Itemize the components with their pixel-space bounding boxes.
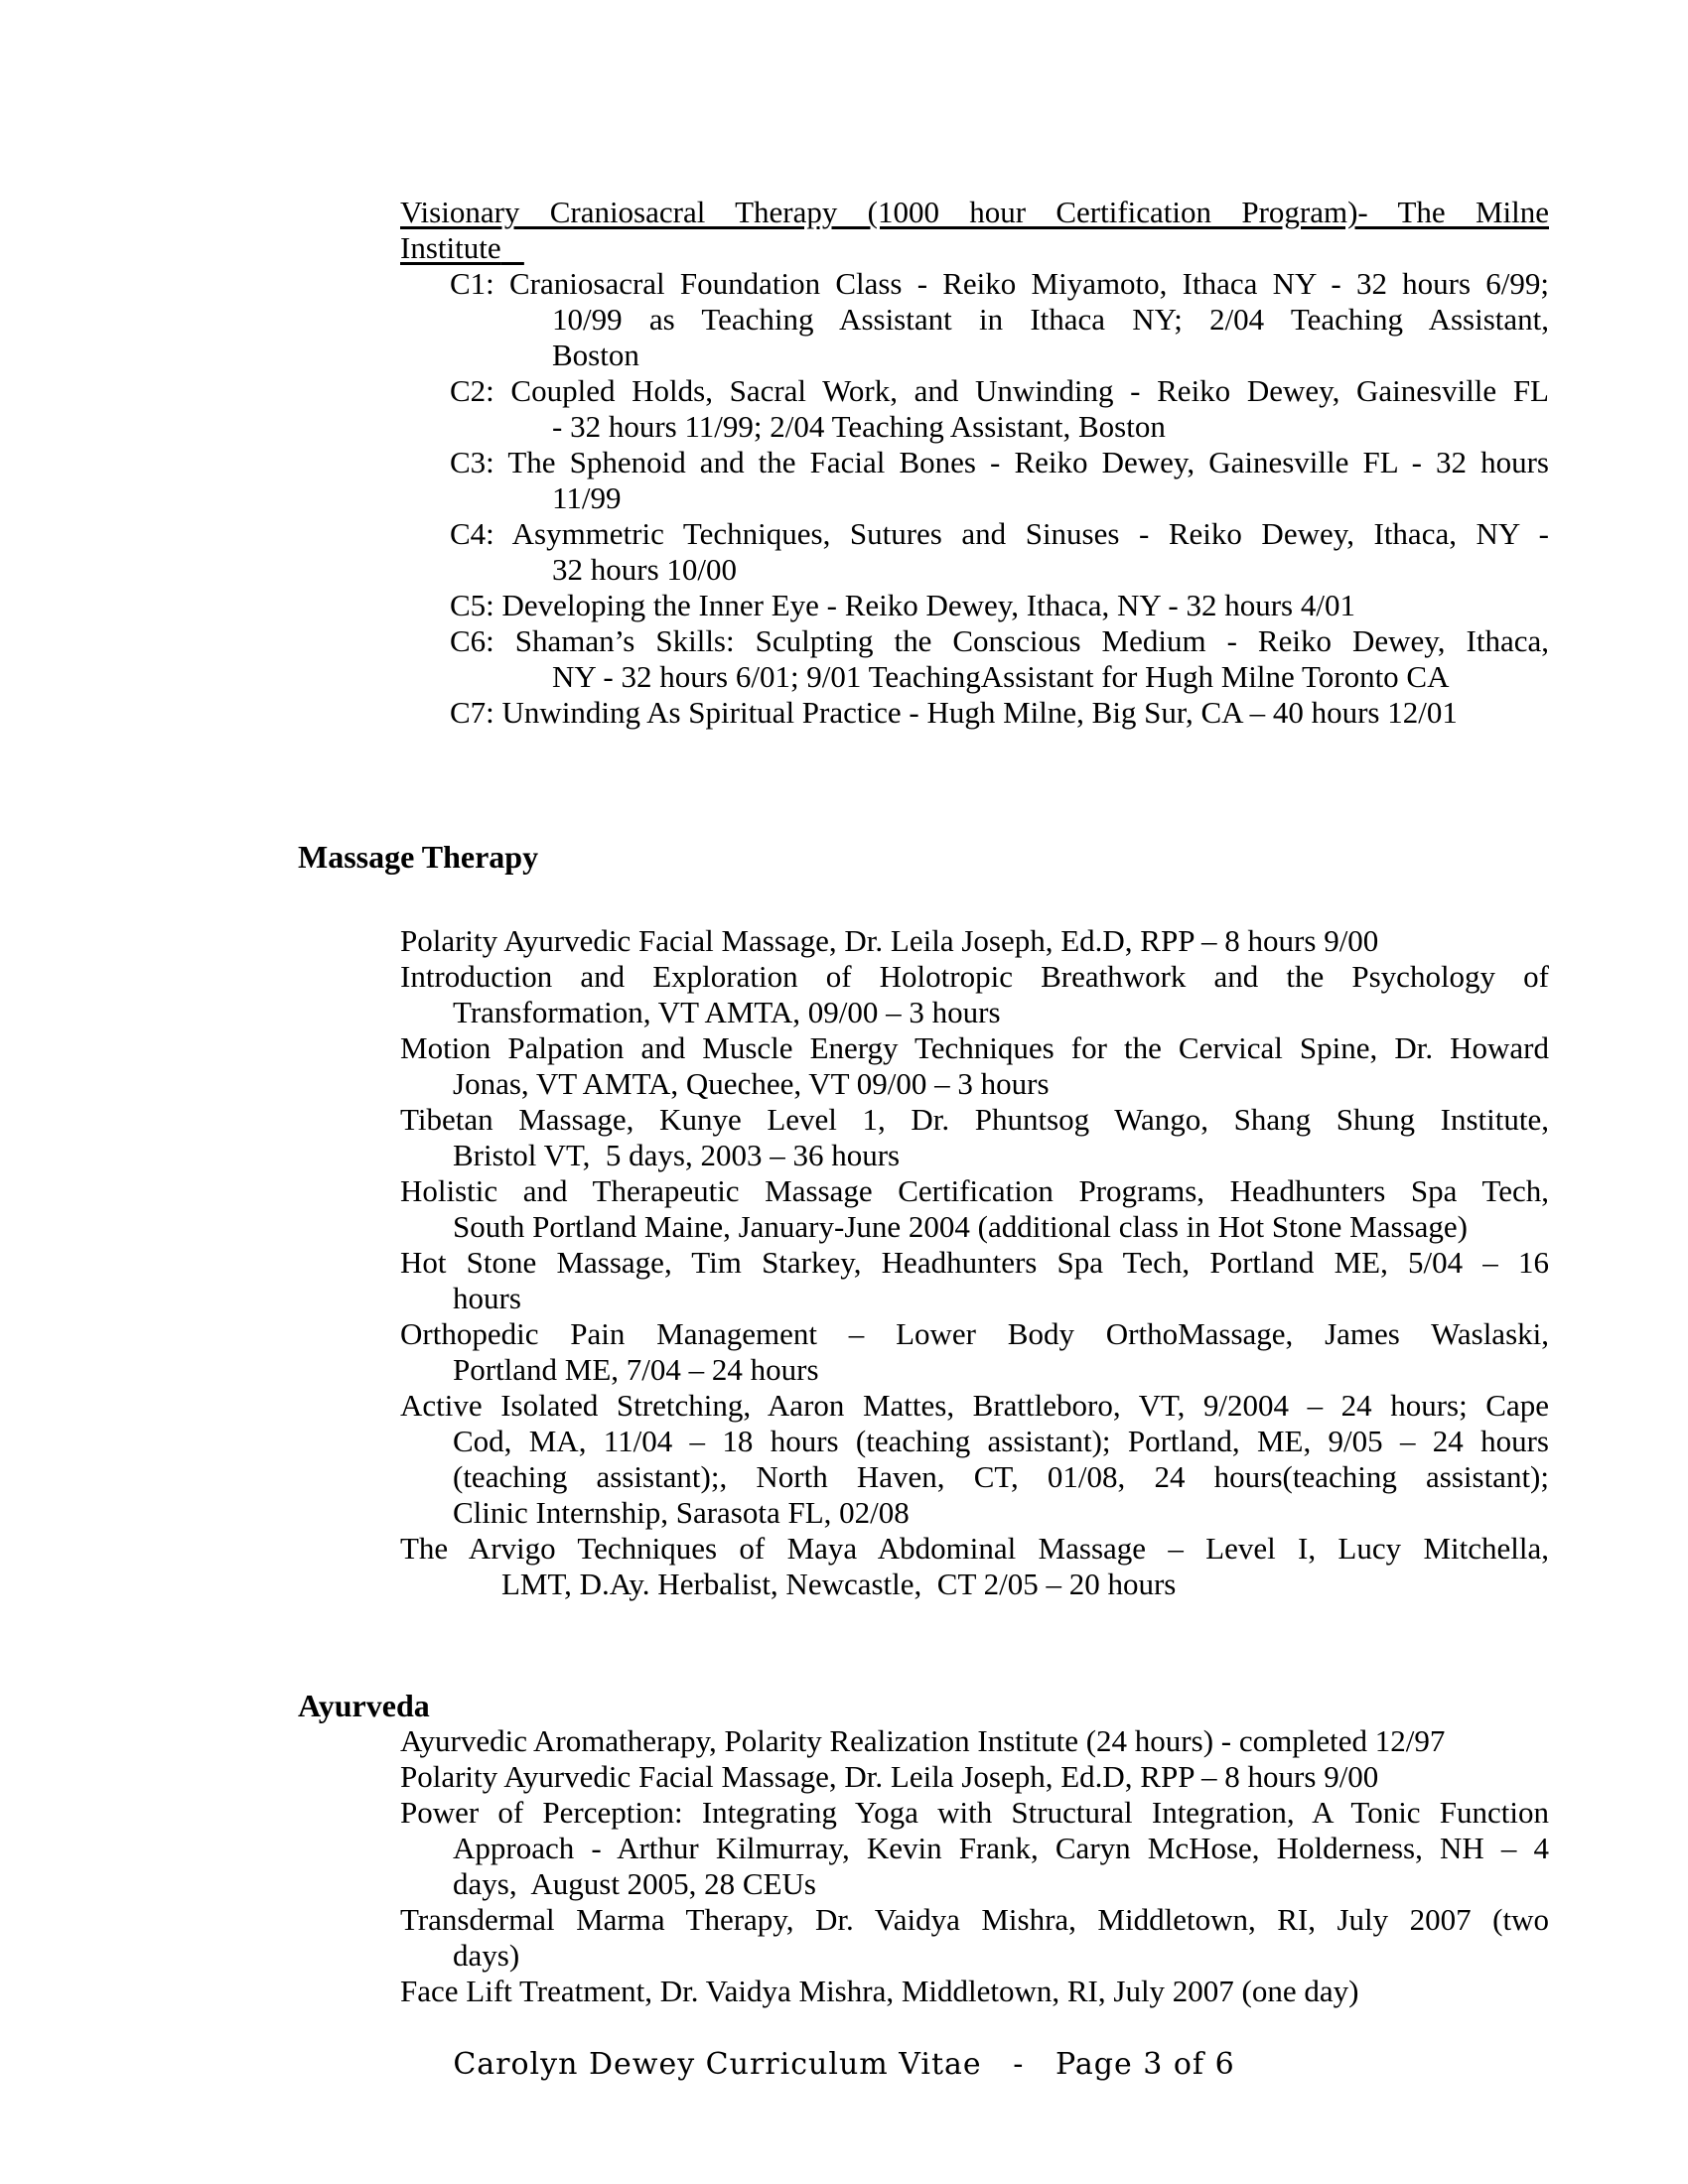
cv-line: C4: Asymmetric Techniques, Sutures and Sinuses - Reiko Dewey, Ithaca, NY - [450, 516, 1549, 551]
cv-line: Transformation, VT AMTA, 09/00 – 3 hours [453, 995, 1001, 1029]
cv-line: days, August 2005, 28 CEUs [453, 1866, 816, 1901]
cv-line: C3: The Sphenoid and the Facial Bones - Reiko Dewey, Gainesville FL - 32 hours [450, 445, 1549, 479]
cv-line: Power of Perception: Integrating Yoga with Structural Integration, A Tonic Function [400, 1795, 1549, 1830]
cv-line: LMT, D.Ay. Herbalist, Newcastle, CT 2/05 – 20 hours [501, 1567, 1177, 1601]
cv-line: Motion Palpation and Muscle Energy Techniques for the Cervical Spine, Dr. Howard [400, 1030, 1549, 1065]
program-heading-line-2 [400, 230, 1549, 266]
cv-line: Tibetan Massage, Kunye Level 1, Dr. Phuntsog Wango, Shang Shung Institute, [400, 1102, 1549, 1137]
cv-line: Orthopedic Pain Management – Lower Body OrthoMassage, James Waslaski, [400, 1316, 1549, 1351]
cv-line: 32 hours 10/00 [552, 552, 737, 587]
cv-line: The Arvigo Techniques of Maya Abdominal Massage – Level I, Lucy Mitchella, [400, 1531, 1549, 1566]
cv-line: Hot Stone Massage, Tim Starkey, Headhunters Spa Tech, Portland ME, 5/04 – 16 [400, 1245, 1549, 1280]
cv-line: - 32 hours 11/99; 2/04 Teaching Assistant, Boston [552, 409, 1166, 444]
cv-line: C2: Coupled Holds, Sacral Work, and Unwinding - Reiko Dewey, Gainesville FL [450, 373, 1549, 408]
cv-line: Approach - Arthur Kilmurray, Kevin Frank, Caryn McHose, Holderness, NH – 4 [453, 1831, 1549, 1865]
cv-line: Ayurvedic Aromatherapy, Polarity Realization Institute (24 hours) - completed 12/97 [400, 1723, 1446, 1758]
program-heading-line-1: Visionary Craniosacral Therapy (1000 hour Certification Program)- The Milne [400, 195, 1549, 229]
page-footer: Carolyn Dewey Curriculum Vitae - Page 3 of 6 [453, 2047, 1235, 2082]
cv-line: Holistic and Therapeutic Massage Certification Programs, Headhunters Spa Tech, [400, 1173, 1549, 1208]
cv-line: Bristol VT, 5 days, 2003 – 36 hours [453, 1138, 901, 1172]
cv-line: Boston [552, 338, 639, 372]
cv-line: days) [453, 1938, 520, 1973]
cv-line: C1: Craniosacral Foundation Class - Reiko Miyamoto, Ithaca NY - 32 hours 6/99; [450, 266, 1549, 301]
cv-document-body [0, 195, 1688, 2083]
cv-line: C7: Unwinding As Spiritual Practice - Hugh Milne, Big Sur, CA – 40 hours 12/01 [450, 695, 1458, 730]
cv-line: 11/99 [552, 480, 622, 515]
cv-line: Introduction and Exploration of Holotropic Breathwork and the Psychology of [400, 959, 1549, 994]
cv-line: Cod, MA, 11/04 – 18 hours (teaching assistant); Portland, ME, 9/05 – 24 hours [453, 1424, 1549, 1458]
program-heading-line-2-text: Institute [400, 230, 501, 265]
cv-line: hours [453, 1281, 521, 1315]
cv-line: C6: Shaman’s Skills: Sculpting the Conscious Medium - Reiko Dewey, Ithaca, [450, 623, 1549, 658]
cv-line: 10/99 as Teaching Assistant in Ithaca NY; 2/04 Teaching Assistant, [552, 302, 1549, 337]
cv-line: Transdermal Marma Therapy, Dr. Vaidya Mishra, Middletown, RI, July 2007 (two [400, 1902, 1549, 1937]
cv-line: Clinic Internship, Sarasota FL, 02/08 [453, 1495, 910, 1530]
cv-line: Portland ME, 7/04 – 24 hours [453, 1352, 819, 1387]
cv-line: Face Lift Treatment, Dr. Vaidya Mishra, Middletown, RI, July 2007 (one day) [400, 1974, 1359, 2008]
cv-line: Polarity Ayurvedic Facial Massage, Dr. Leila Joseph, Ed.D, RPP – 8 hours 9/00 [400, 1759, 1379, 1794]
cv-line: Active Isolated Stretching, Aaron Mattes, Brattleboro, VT, 9/2004 – 24 hours; Cape [400, 1388, 1549, 1423]
cv-line: Jonas, VT AMTA, Quechee, VT 09/00 – 3 hours [453, 1066, 1050, 1101]
cv-line: Polarity Ayurvedic Facial Massage, Dr. Leila Joseph, Ed.D, RPP – 8 hours 9/00 [400, 923, 1379, 958]
section-heading-massage-therapy: Massage Therapy [298, 839, 539, 875]
cv-line: C5: Developing the Inner Eye - Reiko Dewey, Ithaca, NY - 32 hours 4/01 [450, 588, 1355, 622]
section-heading-ayurveda: Ayurveda [298, 1688, 430, 1723]
cv-line: (teaching assistant);, North Haven, CT, 01/08, 24 hours(teaching assistant); [453, 1459, 1549, 1494]
cv-line: NY - 32 hours 6/01; 9/01 TeachingAssistant for Hugh Milne Toronto CA [552, 659, 1450, 694]
cv-line: South Portland Maine, January-June 2004 (additional class in Hot Stone Massage) [453, 1209, 1468, 1244]
